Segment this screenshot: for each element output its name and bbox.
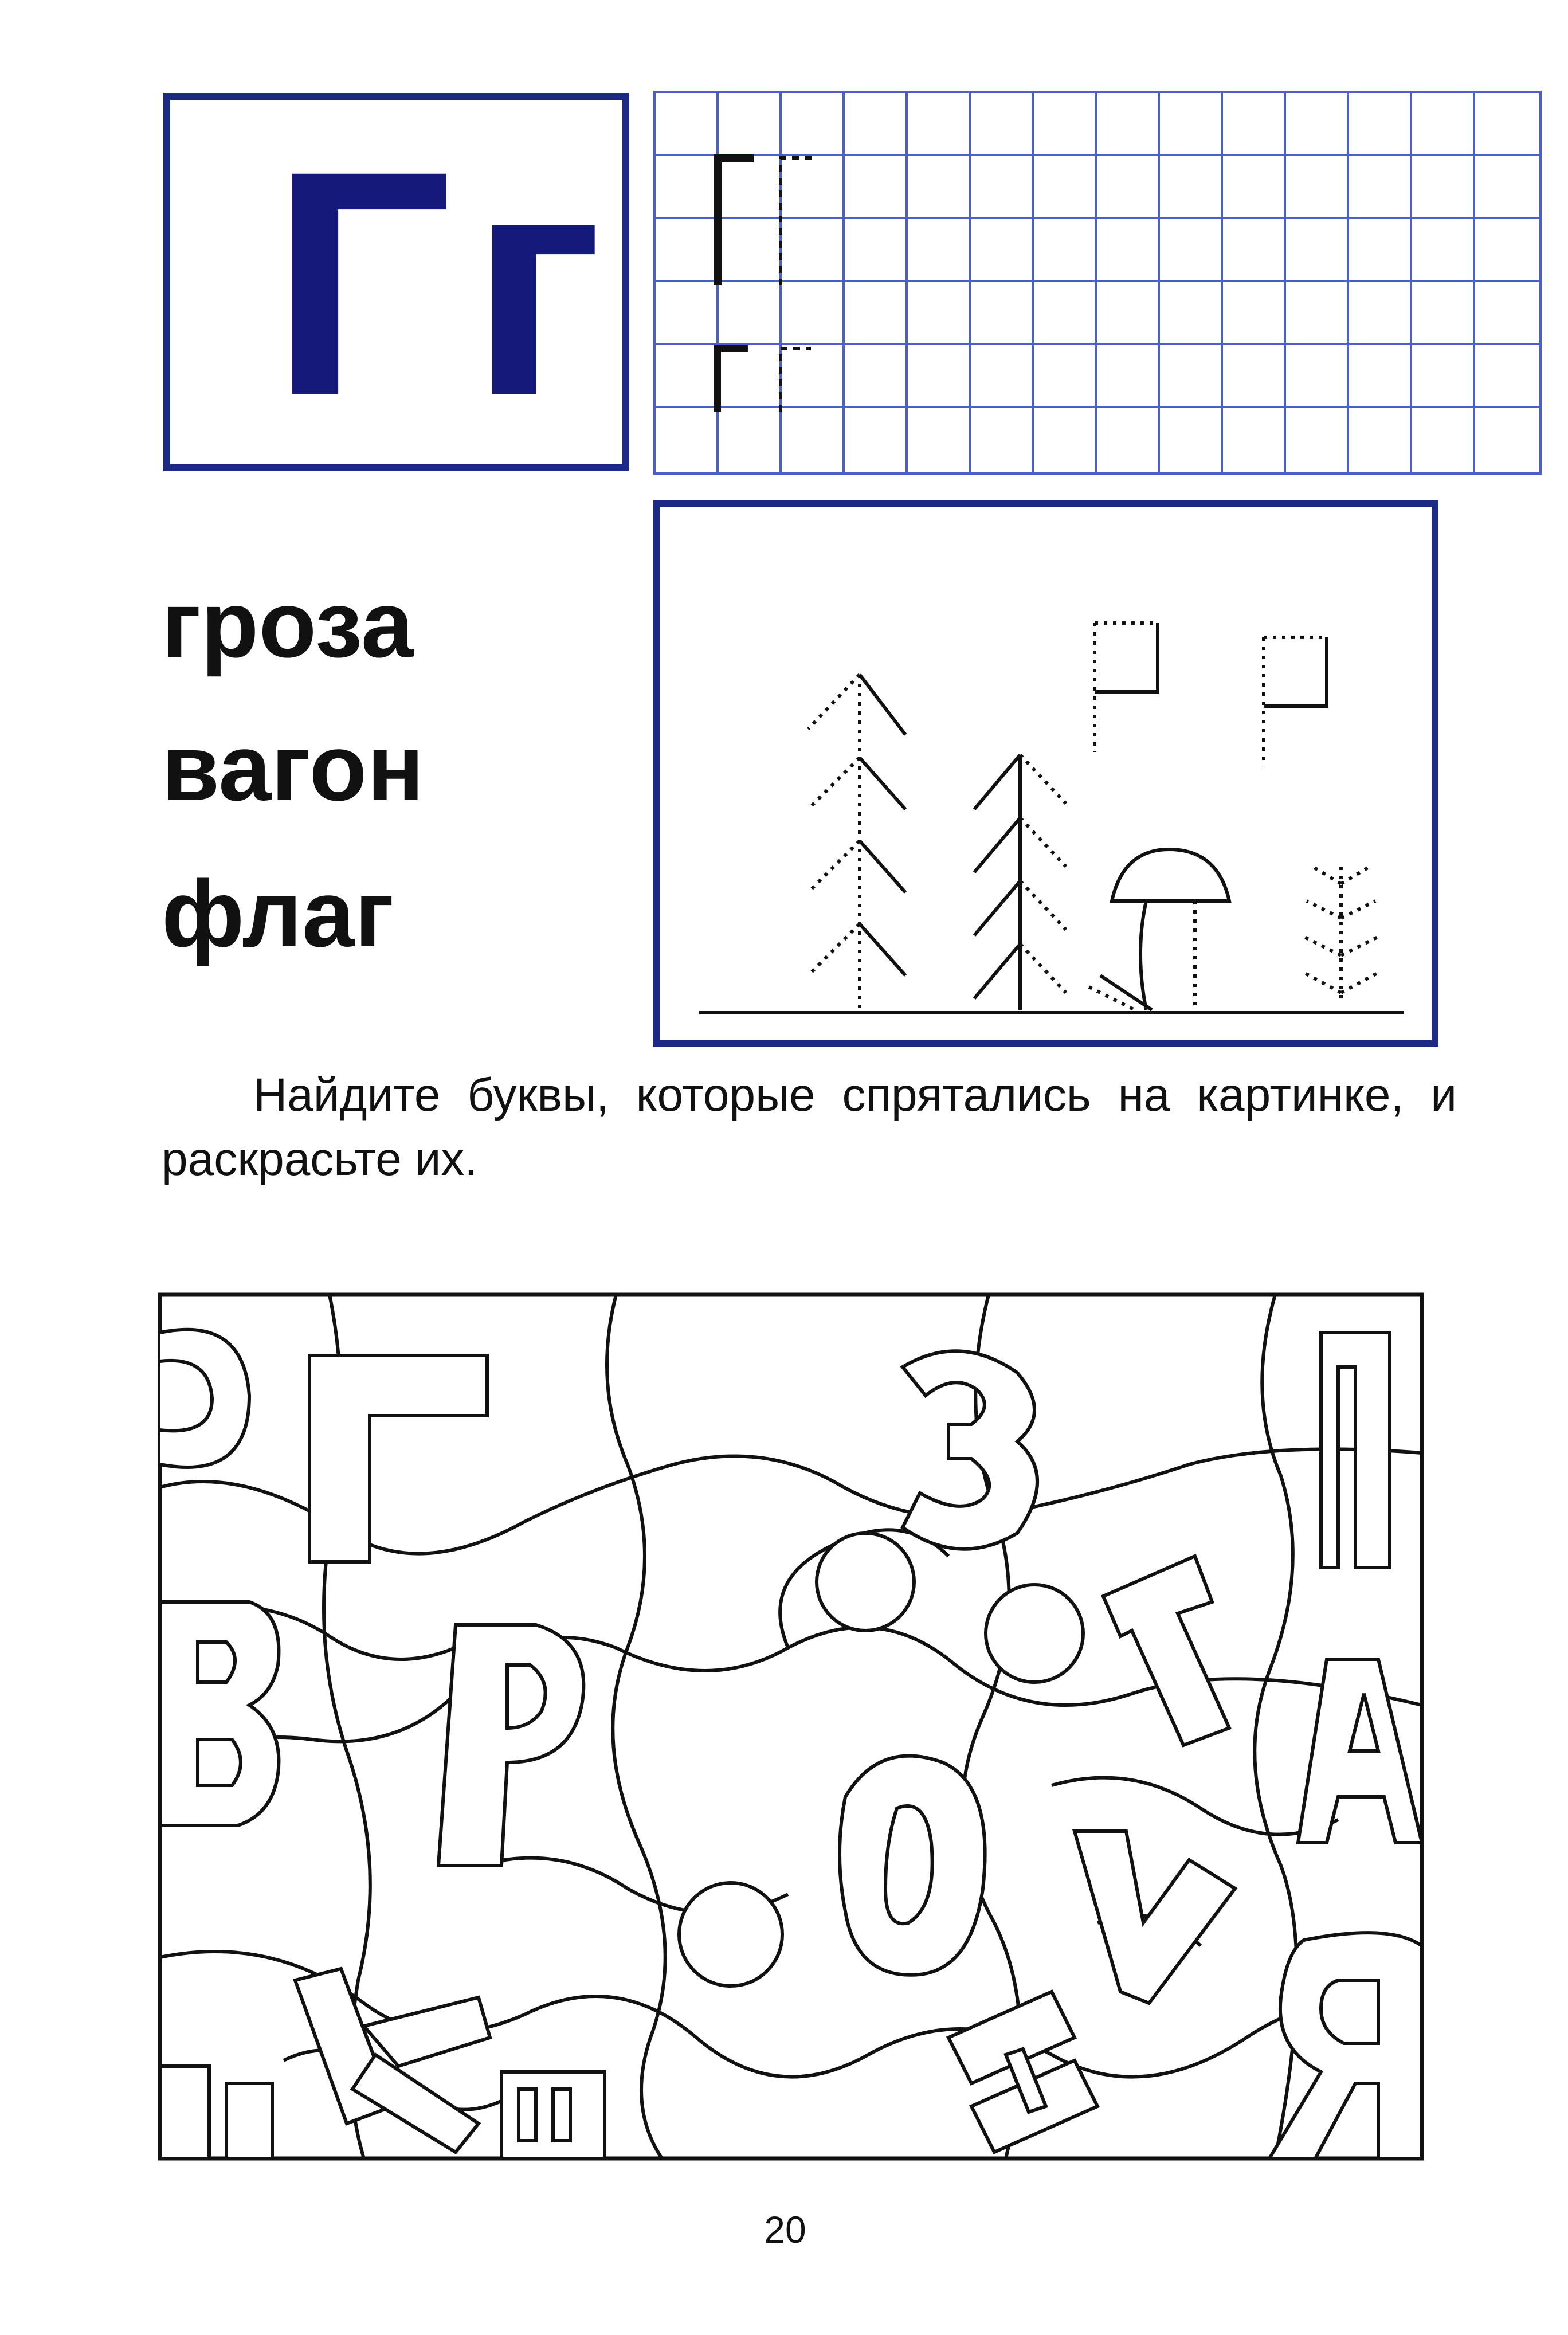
hidden-letter-sh	[501, 2072, 605, 2158]
big-letter-g: Гг	[271, 104, 621, 463]
task-instruction: Найдите буквы, которые спрятались на картинке, и раскрасьте их.	[162, 1069, 1457, 1185]
word-groza: гроза	[162, 571, 414, 677]
writing-grid	[653, 91, 1542, 475]
hidden-letters-puzzle	[158, 1292, 1424, 2161]
sample-letter-g-capital	[718, 158, 754, 285]
scene-frame	[657, 503, 1435, 1044]
tracing-letter-g-small	[781, 348, 811, 412]
tracing-letter-g-capital	[781, 158, 817, 285]
page-number: 20	[764, 2208, 806, 2251]
word-flag: флаг	[162, 861, 394, 966]
word-vagon: вагон	[162, 715, 425, 820]
hidden-letter-v	[160, 1602, 279, 1825]
hidden-letter-o-top-left	[160, 1330, 249, 1467]
sample-letter-g-small	[718, 348, 748, 412]
circle-right	[986, 1585, 1083, 1682]
grid-lines	[653, 91, 1542, 475]
circle-top	[817, 1533, 914, 1631]
tracing-scene	[653, 500, 1438, 1047]
letter-card	[163, 93, 629, 471]
hidden-letter-o-center	[840, 1756, 985, 1975]
circle-bottom	[679, 1883, 782, 1986]
hidden-letter-p	[1321, 1333, 1390, 1568]
